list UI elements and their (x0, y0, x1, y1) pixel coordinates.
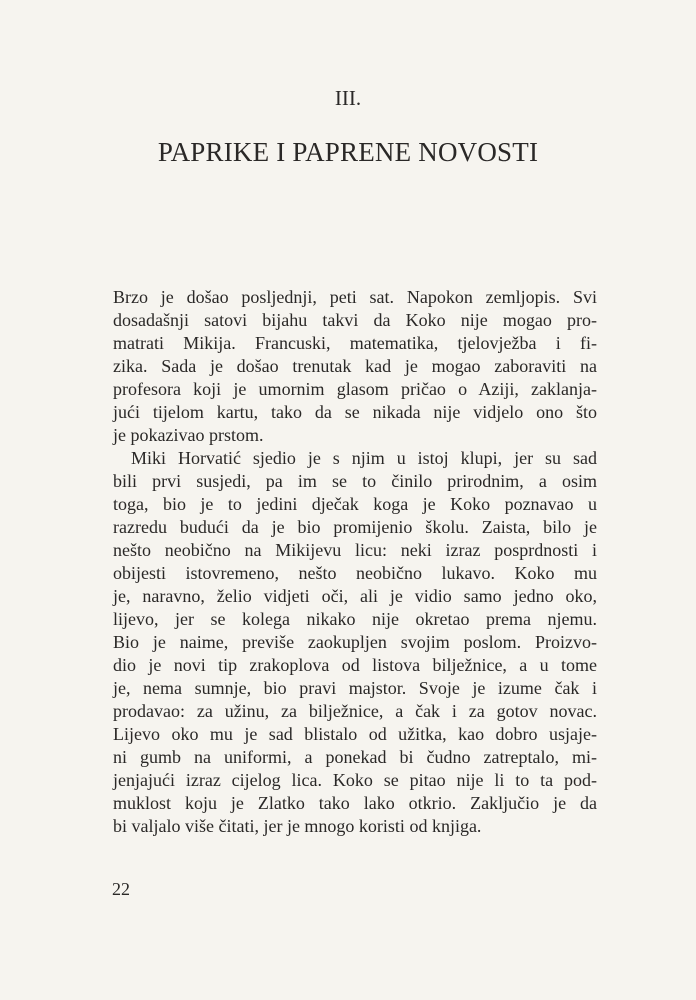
text-line: bi valjalo više čitati, jer je mnogo koristi od knjiga. (113, 816, 482, 836)
text-line: jenjajući izraz cijelog lica. Koko se pitao nije li to ta pod- (113, 770, 597, 790)
text-line: obijesti istovremeno, nešto neobično lukavo. Koko mu (113, 563, 597, 583)
text-line: muklost koju je Zlatko tako lako otkrio. Zaključio je da (113, 793, 597, 813)
text-line: zika. Sada je došao trenutak kad je mogao zaboraviti na (113, 356, 597, 376)
text-line: profesora koji je umornim glasom pričao o Aziji, zaklanja- (113, 379, 597, 399)
text-line: je pokazivao prstom. (113, 425, 264, 445)
text-line: je, nema sumnje, bio pravi majstor. Svoje je izume čak i (113, 678, 597, 698)
text-line: dio je novi tip zrakoplova od listova bilježnice, a u tome (113, 655, 597, 675)
text-line: prodavao: za užinu, za bilježnice, a čak i za gotov novac. (113, 701, 597, 721)
body-text (113, 286, 597, 838)
text-line: nešto neobično na Mikijevu licu: neki izraz posprdnosti i (113, 540, 597, 560)
text-line: bili prvi susjedi, pa im se to činilo prirodnim, a osim (113, 471, 597, 491)
text-line: Lijevo oko mu je sad blistalo od užitka, kao dobro usjaje- (113, 724, 597, 744)
text-line: dosadašnji satovi bijahu takvi da Koko nije mogao pro- (113, 310, 597, 330)
text-line: toga, bio je to jedini dječak koga je Koko poznavao u (113, 494, 597, 514)
text-line: jući tijelom kartu, tako da se nikada nije vidjelo ono što (113, 402, 597, 422)
text-line: razredu budući da je bio promijenio školu. Zaista, bilo je (113, 517, 597, 537)
paragraph (113, 447, 597, 838)
paragraph (113, 286, 597, 447)
text-line: Bio je naime, previše zaokupljen svojim poslom. Proizvo- (113, 632, 597, 652)
text-line: je, naravno, želio vidjeti oči, ali je vidio samo jedno oko, (113, 586, 597, 606)
text-line: Miki Horvatić sjedio je s njim u istoj klupi, jer su sad (131, 448, 597, 468)
text-line: Brzo je došao posljednji, peti sat. Napokon zemljopis. Svi (113, 287, 597, 307)
chapter-title: PAPRIKE I PAPRENE NOVOSTI (157, 137, 539, 167)
text-line: ni gumb na uniformi, a ponekad bi čudno zatreptalo, mi- (113, 747, 597, 767)
text-line: matrati Mikija. Francuski, matematika, tjelovježba i fi- (113, 333, 597, 353)
chapter-number: III. (334, 86, 362, 110)
page-number: 22 (112, 879, 130, 899)
text-line: lijevo, jer se kolega nikako nije okretao prema njemu. (113, 609, 597, 629)
